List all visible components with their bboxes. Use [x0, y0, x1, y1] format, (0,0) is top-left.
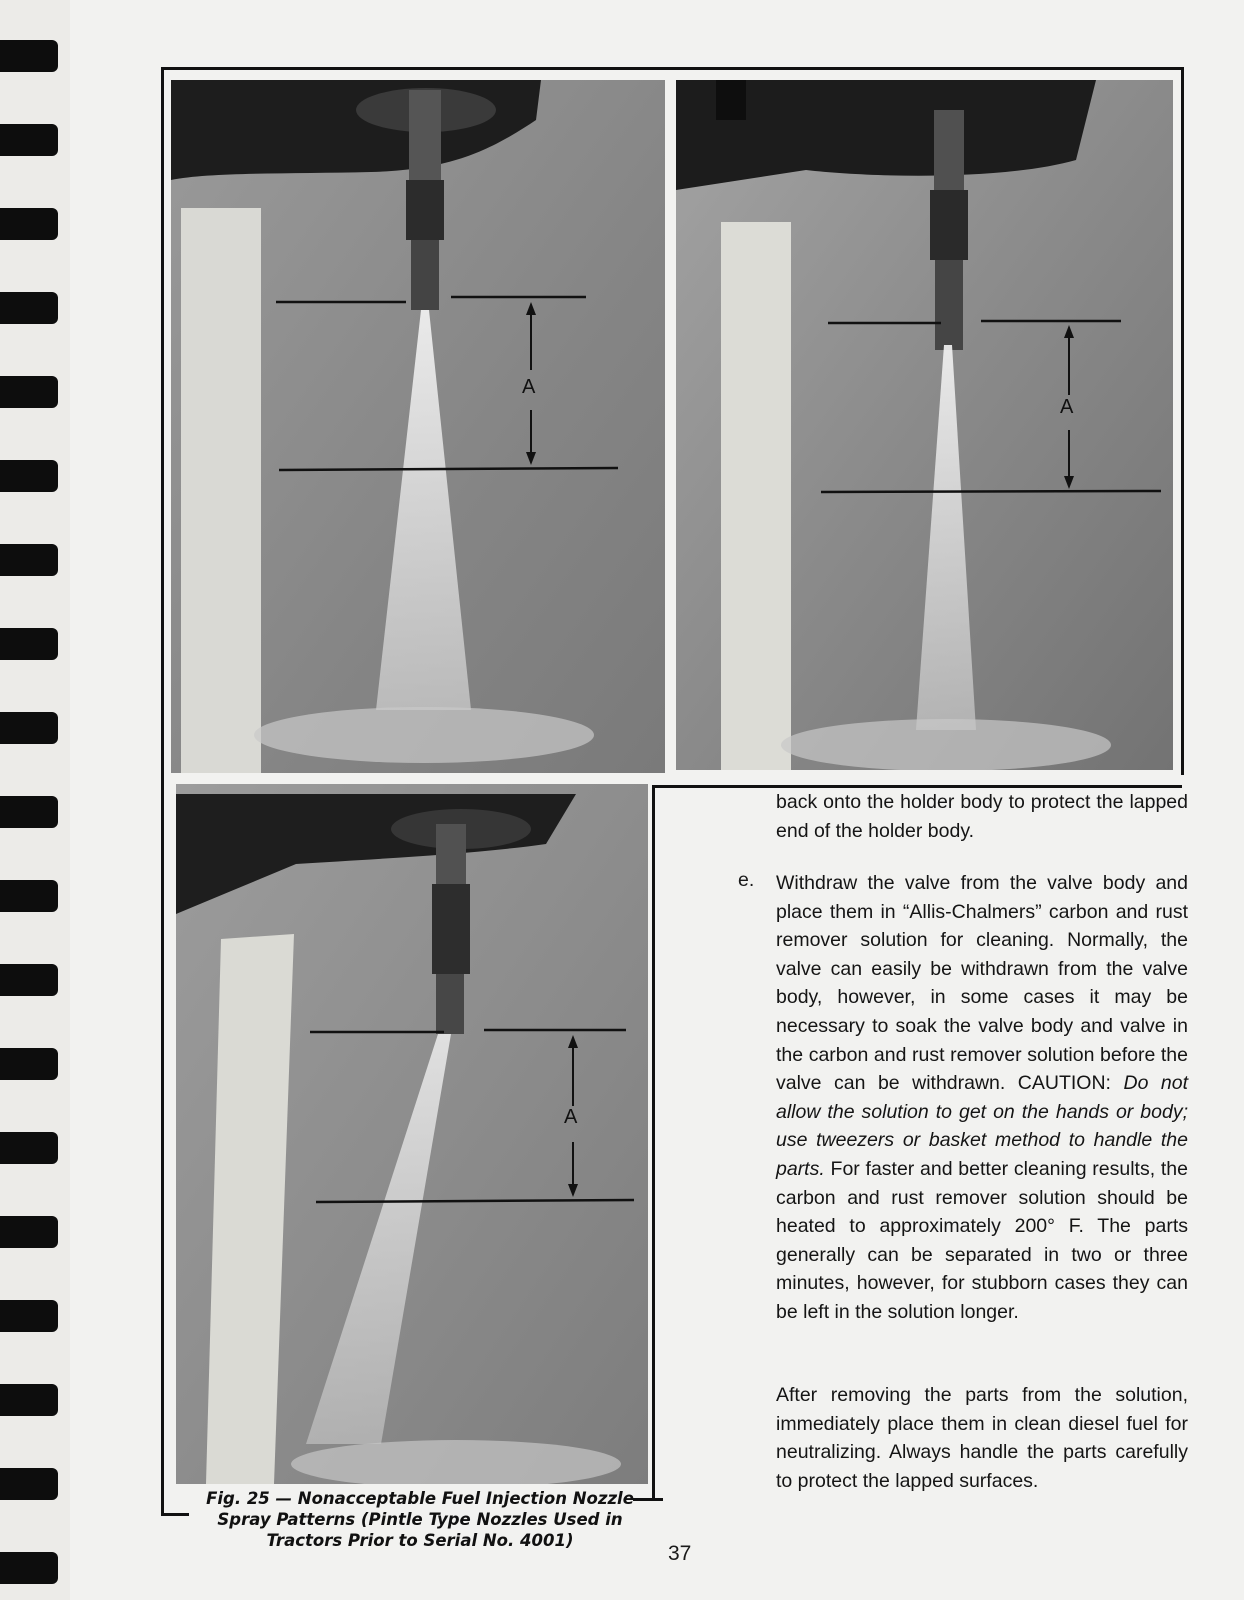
binding-coil — [0, 796, 58, 828]
paragraph-neutralizing: After removing the parts from the solution, immediately place them in clean diesel fuel for neutralizing. Always handle the parts carefully to protect the lapped surfaces. — [776, 1384, 1188, 1492]
dimension-label-a: A — [564, 1106, 578, 1128]
binding-coil — [0, 1048, 58, 1080]
spray-photo-2 — [676, 80, 1173, 770]
item-e-text-1: Withdraw the valve from the valve body and place them in “Allis-Chalmers” carbon and rust remover solution for cleaning. Normally, the valve can easily be withdrawn from the valve body, however, in some cases it may be necessary to soak the valve body and valve in the carbon and rust remover solution before the valve can be withdrawn. CAUTION: — [776, 872, 1188, 1095]
binding-coil — [0, 628, 58, 660]
figure-frame-divider-vertical — [652, 785, 655, 1500]
binding-coil — [0, 40, 58, 72]
figure-caption: Fig. 25 — Nonacceptable Fuel Injection Nozzle Spray Patterns (Pintle Type Nozzles Used in Tractors Prior to Serial No. 4001) — [206, 1489, 634, 1550]
binding-coil — [0, 1300, 58, 1332]
binding-coil — [0, 880, 58, 912]
binding-coil — [0, 460, 58, 492]
spray-photo-3 — [176, 784, 648, 1484]
spray-photo-1 — [171, 80, 665, 773]
page-number: 37 — [668, 1542, 692, 1565]
figure-frame-bottom-left — [161, 1513, 189, 1516]
item-e-text-2: For faster and better cleaning results, the carbon and rust remover solution should be heated to approximately 200° F. The parts generally can be separated in two or three minutes, however, for stubborn cases they can be left in the solution longer. — [776, 1157, 1188, 1323]
binding-coil — [0, 208, 58, 240]
paragraph-holder-body: back onto the holder body to protect the lapped end of the holder body. — [776, 791, 1188, 842]
binding-coil — [0, 964, 58, 996]
binding-coil — [0, 1132, 58, 1164]
binding-coil — [0, 1384, 58, 1416]
figure-frame-left — [161, 775, 164, 1515]
binding-coil — [0, 292, 58, 324]
paragraph-item-e — [776, 869, 1188, 1327]
item-e-caution: Do not allow the solution to get on the hands or body; use tweezers or basket method to handle the parts. — [776, 1072, 1189, 1180]
binding-coil — [0, 1552, 58, 1584]
binding-coil — [0, 376, 58, 408]
dimension-label-a: A — [1060, 396, 1074, 418]
binding-coil — [0, 1468, 58, 1500]
binding-coil — [0, 124, 58, 156]
binding-coil — [0, 712, 58, 744]
list-label-e: e. — [738, 869, 755, 891]
binding-coil — [0, 544, 58, 576]
binding-coil — [0, 1216, 58, 1248]
dimension-label-a: A — [522, 376, 536, 398]
